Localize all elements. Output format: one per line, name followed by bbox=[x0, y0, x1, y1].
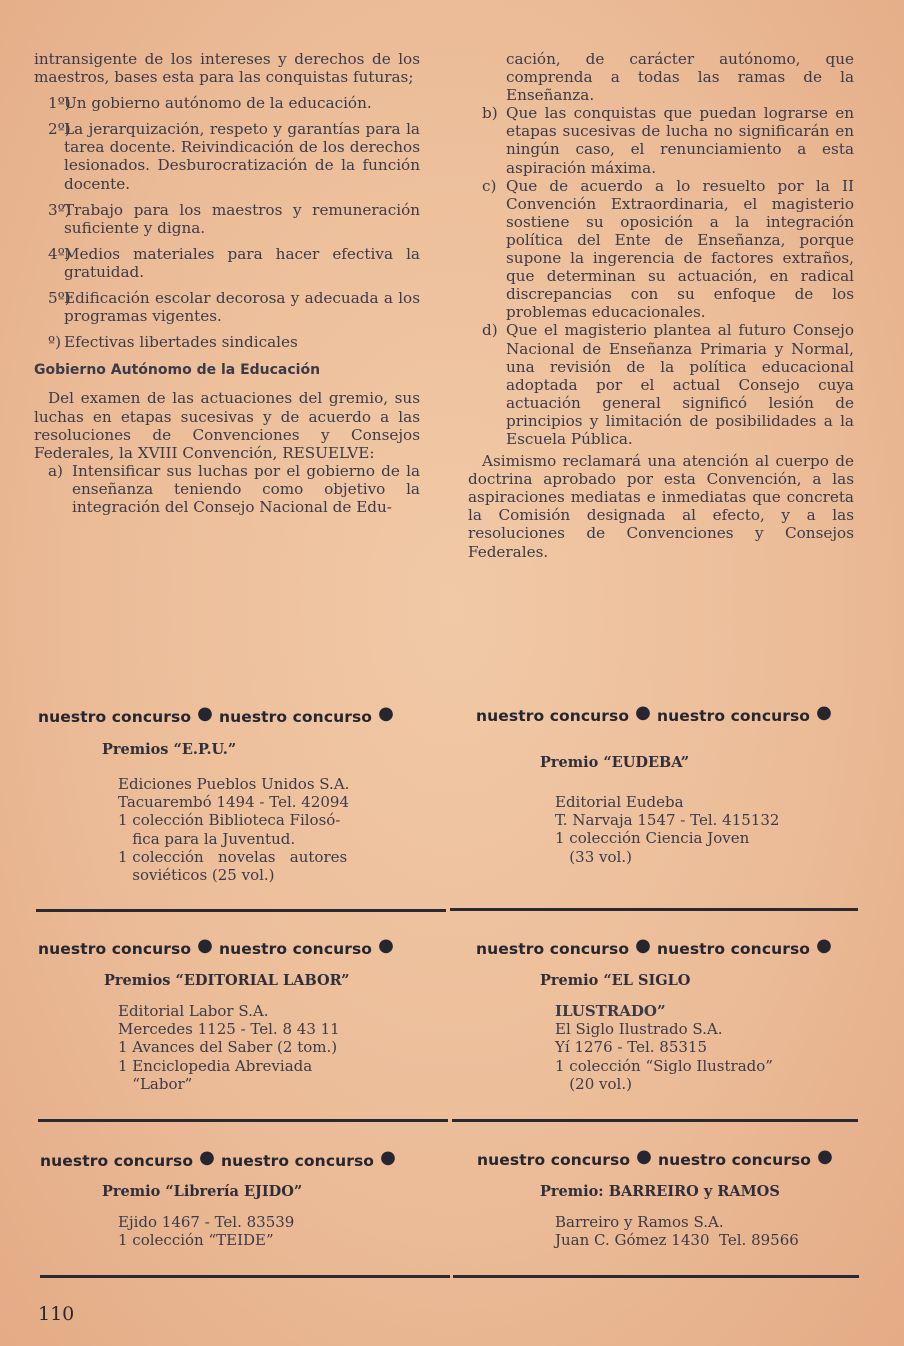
contest-header-text: nuestro concurso bbox=[476, 707, 630, 725]
contest-header bbox=[477, 1146, 839, 1170]
contest-header bbox=[476, 702, 838, 726]
numbered-item-1 bbox=[34, 94, 420, 112]
item-text: Edificación escolar decorosa y adecuada a los programas vigentes. bbox=[64, 289, 420, 326]
contest-header-text: nuestro concurso bbox=[218, 940, 373, 958]
prize-line: “Labor” bbox=[118, 1074, 193, 1093]
prize-line: 1 colección Ciencia Joven bbox=[555, 829, 750, 848]
item-text: Intensificar sus luchas por el gobierno de la enseñanza teniendo como objetivo la integración del Consejo Nacional de Edu- bbox=[72, 461, 420, 516]
bullet-icon: ● bbox=[197, 703, 213, 724]
right-text-column bbox=[468, 50, 854, 561]
divider-rule bbox=[40, 1275, 450, 1278]
numbered-item-6 bbox=[34, 333, 420, 351]
numbered-item-3 bbox=[34, 201, 420, 237]
item-text: Efectivas libertades sindicales bbox=[64, 333, 298, 352]
prize-line: fica para la Juventud. bbox=[118, 829, 296, 848]
continuation-item bbox=[468, 50, 854, 104]
prize-line: 1 colección “Siglo Ilustrado” bbox=[555, 1056, 773, 1075]
prize-line: 1 colección “TEIDE” bbox=[118, 1231, 274, 1250]
item-label: d) bbox=[482, 321, 498, 340]
contest-header bbox=[40, 1147, 402, 1171]
bullet-icon: ● bbox=[816, 702, 832, 723]
contest-header bbox=[476, 935, 838, 959]
prize-details-ejido bbox=[118, 1213, 294, 1249]
closing-paragraph: Asimismo reclamará una atención al cuerpo de doctrina aprobado por esta Convención, a las aspiraciones mediatas e inmediatas que concreta la Comisión designada al efecto, y a las resoluciones de Convenciones y Consejos Federales. bbox=[468, 452, 854, 561]
item-text: Un gobierno autónomo de la educación. bbox=[64, 94, 372, 113]
item-label: 4º) bbox=[48, 244, 71, 263]
item-label: 3º) bbox=[48, 200, 71, 219]
item-text: Que el magisterio plantea al futuro Consejo Nacional de Enseñanza Primaria y Normal, una revisión de la política educacional adoptada por el actual Consejo cuya actuación general significó lesión de principios y limitación de posibilidades a la Escuela Pública. bbox=[506, 321, 854, 448]
bullet-icon: ● bbox=[817, 1146, 833, 1167]
prize-line: soviéticos (25 vol.) bbox=[118, 866, 275, 885]
prize-title-epu: Premios “E.P.U.” bbox=[102, 741, 237, 758]
numbered-item-2 bbox=[34, 120, 420, 192]
prize-line: 1 Avances del Saber (2 tom.) bbox=[118, 1038, 338, 1057]
item-label: 2º) bbox=[48, 120, 71, 139]
bullet-icon: ● bbox=[635, 935, 651, 956]
prize-line: Barreiro y Ramos S.A. bbox=[555, 1213, 724, 1231]
bullet-icon: ● bbox=[380, 1147, 396, 1168]
item-text: Trabajo para los maestros y remuneración suficiente y digna. bbox=[64, 200, 420, 237]
item-label: a) bbox=[48, 461, 63, 480]
continuation-text: cación, de carácter autónomo, que comprenda a todas las ramas de la Enseñanza. bbox=[506, 50, 854, 105]
resolution-paragraph: Del examen de las actuaciones del gremio, sus luchas en etapas sucesivas y de acuerdo a las resoluciones de Convenciones y Consejos Federales, la XVIII Convención, RESUELVE: bbox=[34, 389, 420, 462]
prize-details-epu bbox=[118, 775, 349, 884]
numbered-item-5 bbox=[34, 289, 420, 325]
contest-header-text: nuestro concurso bbox=[38, 708, 192, 726]
lettered-item-a bbox=[34, 462, 420, 516]
contest-header bbox=[38, 935, 400, 959]
contest-header bbox=[38, 703, 400, 727]
section-heading: Gobierno Autónomo de la Educación bbox=[34, 362, 321, 379]
item-text: Que de acuerdo a lo resuelto por la II Convención Extraordinaria, el magisterio sostiene su oposición a la integración política del Ente de Enseñanza, porque supone la ingerencia de factores extraños, que determinan su actuación, en radical discrepancias con su enfoque de los problemas educacionales. bbox=[506, 176, 854, 322]
prize-details-eudeba bbox=[555, 793, 779, 866]
prize-line: (20 vol.) bbox=[555, 1074, 632, 1093]
prize-details-el-siglo bbox=[555, 1002, 773, 1093]
prize-line: Juan C. Gómez 1430 Tel. 89566 bbox=[555, 1231, 799, 1250]
intro-paragraph: intransigente de los intereses y derechos de los maestros, bases esta para las conquistas futuras; bbox=[34, 50, 420, 87]
prize-line: T. Narvaja 1547 - Tel. 415132 bbox=[555, 811, 780, 830]
item-text: Medios materiales para hacer efectiva la gratuidad. bbox=[64, 244, 420, 281]
prize-line: Yí 1276 - Tel. 85315 bbox=[555, 1038, 708, 1057]
bullet-icon: ● bbox=[635, 702, 651, 723]
numbered-item-4 bbox=[34, 245, 420, 281]
prize-line: El Siglo Ilustrado S.A. bbox=[555, 1020, 723, 1039]
bullet-icon: ● bbox=[636, 1146, 652, 1167]
prize-line: 1 colección Biblioteca Filosó- bbox=[118, 811, 341, 830]
lettered-item-b bbox=[468, 104, 854, 176]
prize-title-ejido: Premio “Librería EJIDO” bbox=[102, 1183, 303, 1200]
contest-header-text: nuestro concurso bbox=[656, 940, 811, 958]
divider-rule bbox=[36, 909, 446, 912]
prize-title-labor: Premios “EDITORIAL LABOR” bbox=[104, 972, 350, 989]
prize-line: Mercedes 1125 - Tel. 8 43 11 bbox=[118, 1020, 340, 1039]
bullet-icon: ● bbox=[199, 1147, 215, 1168]
prize-details-labor bbox=[118, 1002, 340, 1093]
item-label: 1º) bbox=[48, 94, 71, 113]
contest-header-text: nuestro concurso bbox=[220, 1152, 375, 1170]
contest-header-text: nuestro concurso bbox=[656, 707, 811, 725]
contest-header-text: nuestro concurso bbox=[476, 940, 630, 958]
prize-line: 1 Enciclopedia Abreviada bbox=[118, 1056, 313, 1075]
item-label: b) bbox=[482, 104, 498, 123]
prize-line: 1 colección novelas autores bbox=[118, 847, 348, 866]
bullet-icon: ● bbox=[378, 703, 394, 724]
prize-line: Tacuarembó 1494 - Tel. 42094 bbox=[118, 793, 350, 812]
prize-title-el-siglo: Premio “EL SIGLO bbox=[540, 972, 691, 989]
page-number: 110 bbox=[38, 1303, 75, 1325]
divider-rule bbox=[450, 908, 858, 911]
lettered-item-d bbox=[468, 321, 854, 448]
bullet-icon: ● bbox=[378, 935, 394, 956]
contest-header-text: nuestro concurso bbox=[40, 1152, 194, 1170]
lettered-item-c bbox=[468, 177, 854, 322]
prize-line: Ediciones Pueblos Unidos S.A. bbox=[118, 775, 350, 793]
item-label: 5º) bbox=[48, 289, 71, 308]
item-text: Que las conquistas que puedan lograrse en etapas sucesivas de lucha no significarán en ningún caso, el renunciamiento a esta aspiración máxima. bbox=[506, 104, 854, 177]
prize-details-barreiro bbox=[555, 1213, 799, 1249]
left-text-column bbox=[34, 50, 420, 516]
divider-rule bbox=[38, 1119, 448, 1122]
contest-header-text: nuestro concurso bbox=[38, 940, 192, 958]
item-text: La jerarquización, respeto y garantías para la tarea docente. Reivindicación de los derechos lesionados. Desburocratización de la función docente. bbox=[64, 120, 420, 193]
item-label: c) bbox=[482, 176, 497, 195]
contest-header-text: nuestro concurso bbox=[657, 1151, 812, 1169]
contest-header-text: nuestro concurso bbox=[477, 1151, 631, 1169]
prize-title-barreiro: Premio: BARREIRO y RAMOS bbox=[540, 1183, 780, 1200]
divider-rule bbox=[453, 1275, 859, 1278]
contest-header-text: nuestro concurso bbox=[218, 708, 373, 726]
bullet-icon: ● bbox=[197, 935, 213, 956]
prize-line: ILUSTRADO” bbox=[555, 1002, 666, 1020]
prize-line: (33 vol.) bbox=[555, 847, 632, 866]
bullet-icon: ● bbox=[816, 935, 832, 956]
prize-title-eudeba: Premio “EUDEBA” bbox=[540, 754, 690, 771]
divider-rule bbox=[452, 1119, 858, 1122]
item-label: º) bbox=[48, 333, 62, 352]
prize-line: Ejido 1467 - Tel. 83539 bbox=[118, 1213, 295, 1231]
prize-line: Editorial Labor S.A. bbox=[118, 1002, 269, 1020]
prize-line: Editorial Eudeba bbox=[555, 793, 684, 811]
